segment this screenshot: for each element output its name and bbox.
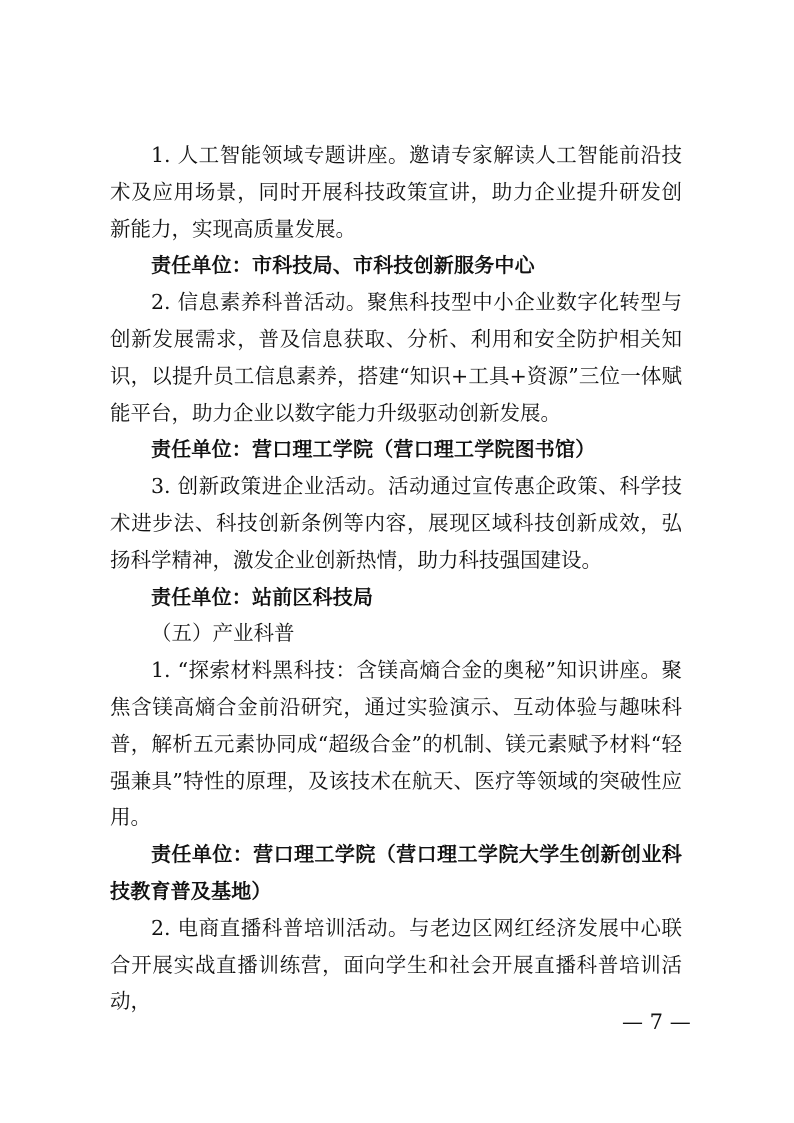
paragraph-info-literacy: 2. 信息素养科普活动。聚焦科技型中小企业数字化转型与创新发展需求，普及信息获取、分析、利用和安全防护相关知识，以提升员工信息素养，搭建“知识+工具+资源”三位一体赋能平台，助力企业以数字能力升级驱动创新发展。	[110, 290, 682, 425]
responsible-unit-info-literacy: 责任单位：营口理工学院（营口理工学院图书馆）	[151, 437, 596, 462]
responsible-unit-policy-enterprise: 责任单位：站前区科技局	[151, 584, 374, 609]
paragraph-livestream-training: 2. 电商直播科普培训活动。与老边区网红经济发展中心联合开展实战直播训练营，面向学生和社会开展直播科普培训活动，	[110, 915, 682, 1014]
paragraph-ai-lecture: 1. 人工智能领域专题讲座。邀请专家解读人工智能前沿技术及应用场景，同时开展科技政策宣讲，助力企业提升研发创新能力，实现高质量发展。	[110, 143, 682, 241]
responsible-unit-alloy-lecture: 责任单位：营口理工学院（营口理工学院大学生创新创业科技教育普及基地）	[110, 842, 682, 903]
paragraph-alloy-lecture: 1. “探索材料黑科技：含镁高熵合金的奥秘”知识讲座。聚焦含镁高熵合金前沿研究，通过实验演示、互动体验与趣味科普，解析五元素协同成“超级合金”的机制、镁元素赋予材料“轻强兼具”特性的原理，及该技术在航天、医疗等领域的突破性应用。	[110, 658, 682, 830]
section-heading-industry-science: （五）产业科普	[151, 621, 295, 646]
document-body	[110, 137, 682, 1020]
page-number: — 7 —	[622, 1010, 691, 1034]
responsible-unit-ai-lecture: 责任单位：市科技局、市科技创新服务中心	[151, 253, 535, 278]
paragraph-policy-enterprise: 3. 创新政策进企业活动。活动通过宣传惠企政策、科学技术进步法、科技创新条例等内容，展现区域科技创新成效，弘扬科学精神，激发企业创新热情，助力科技强国建设。	[110, 474, 682, 572]
